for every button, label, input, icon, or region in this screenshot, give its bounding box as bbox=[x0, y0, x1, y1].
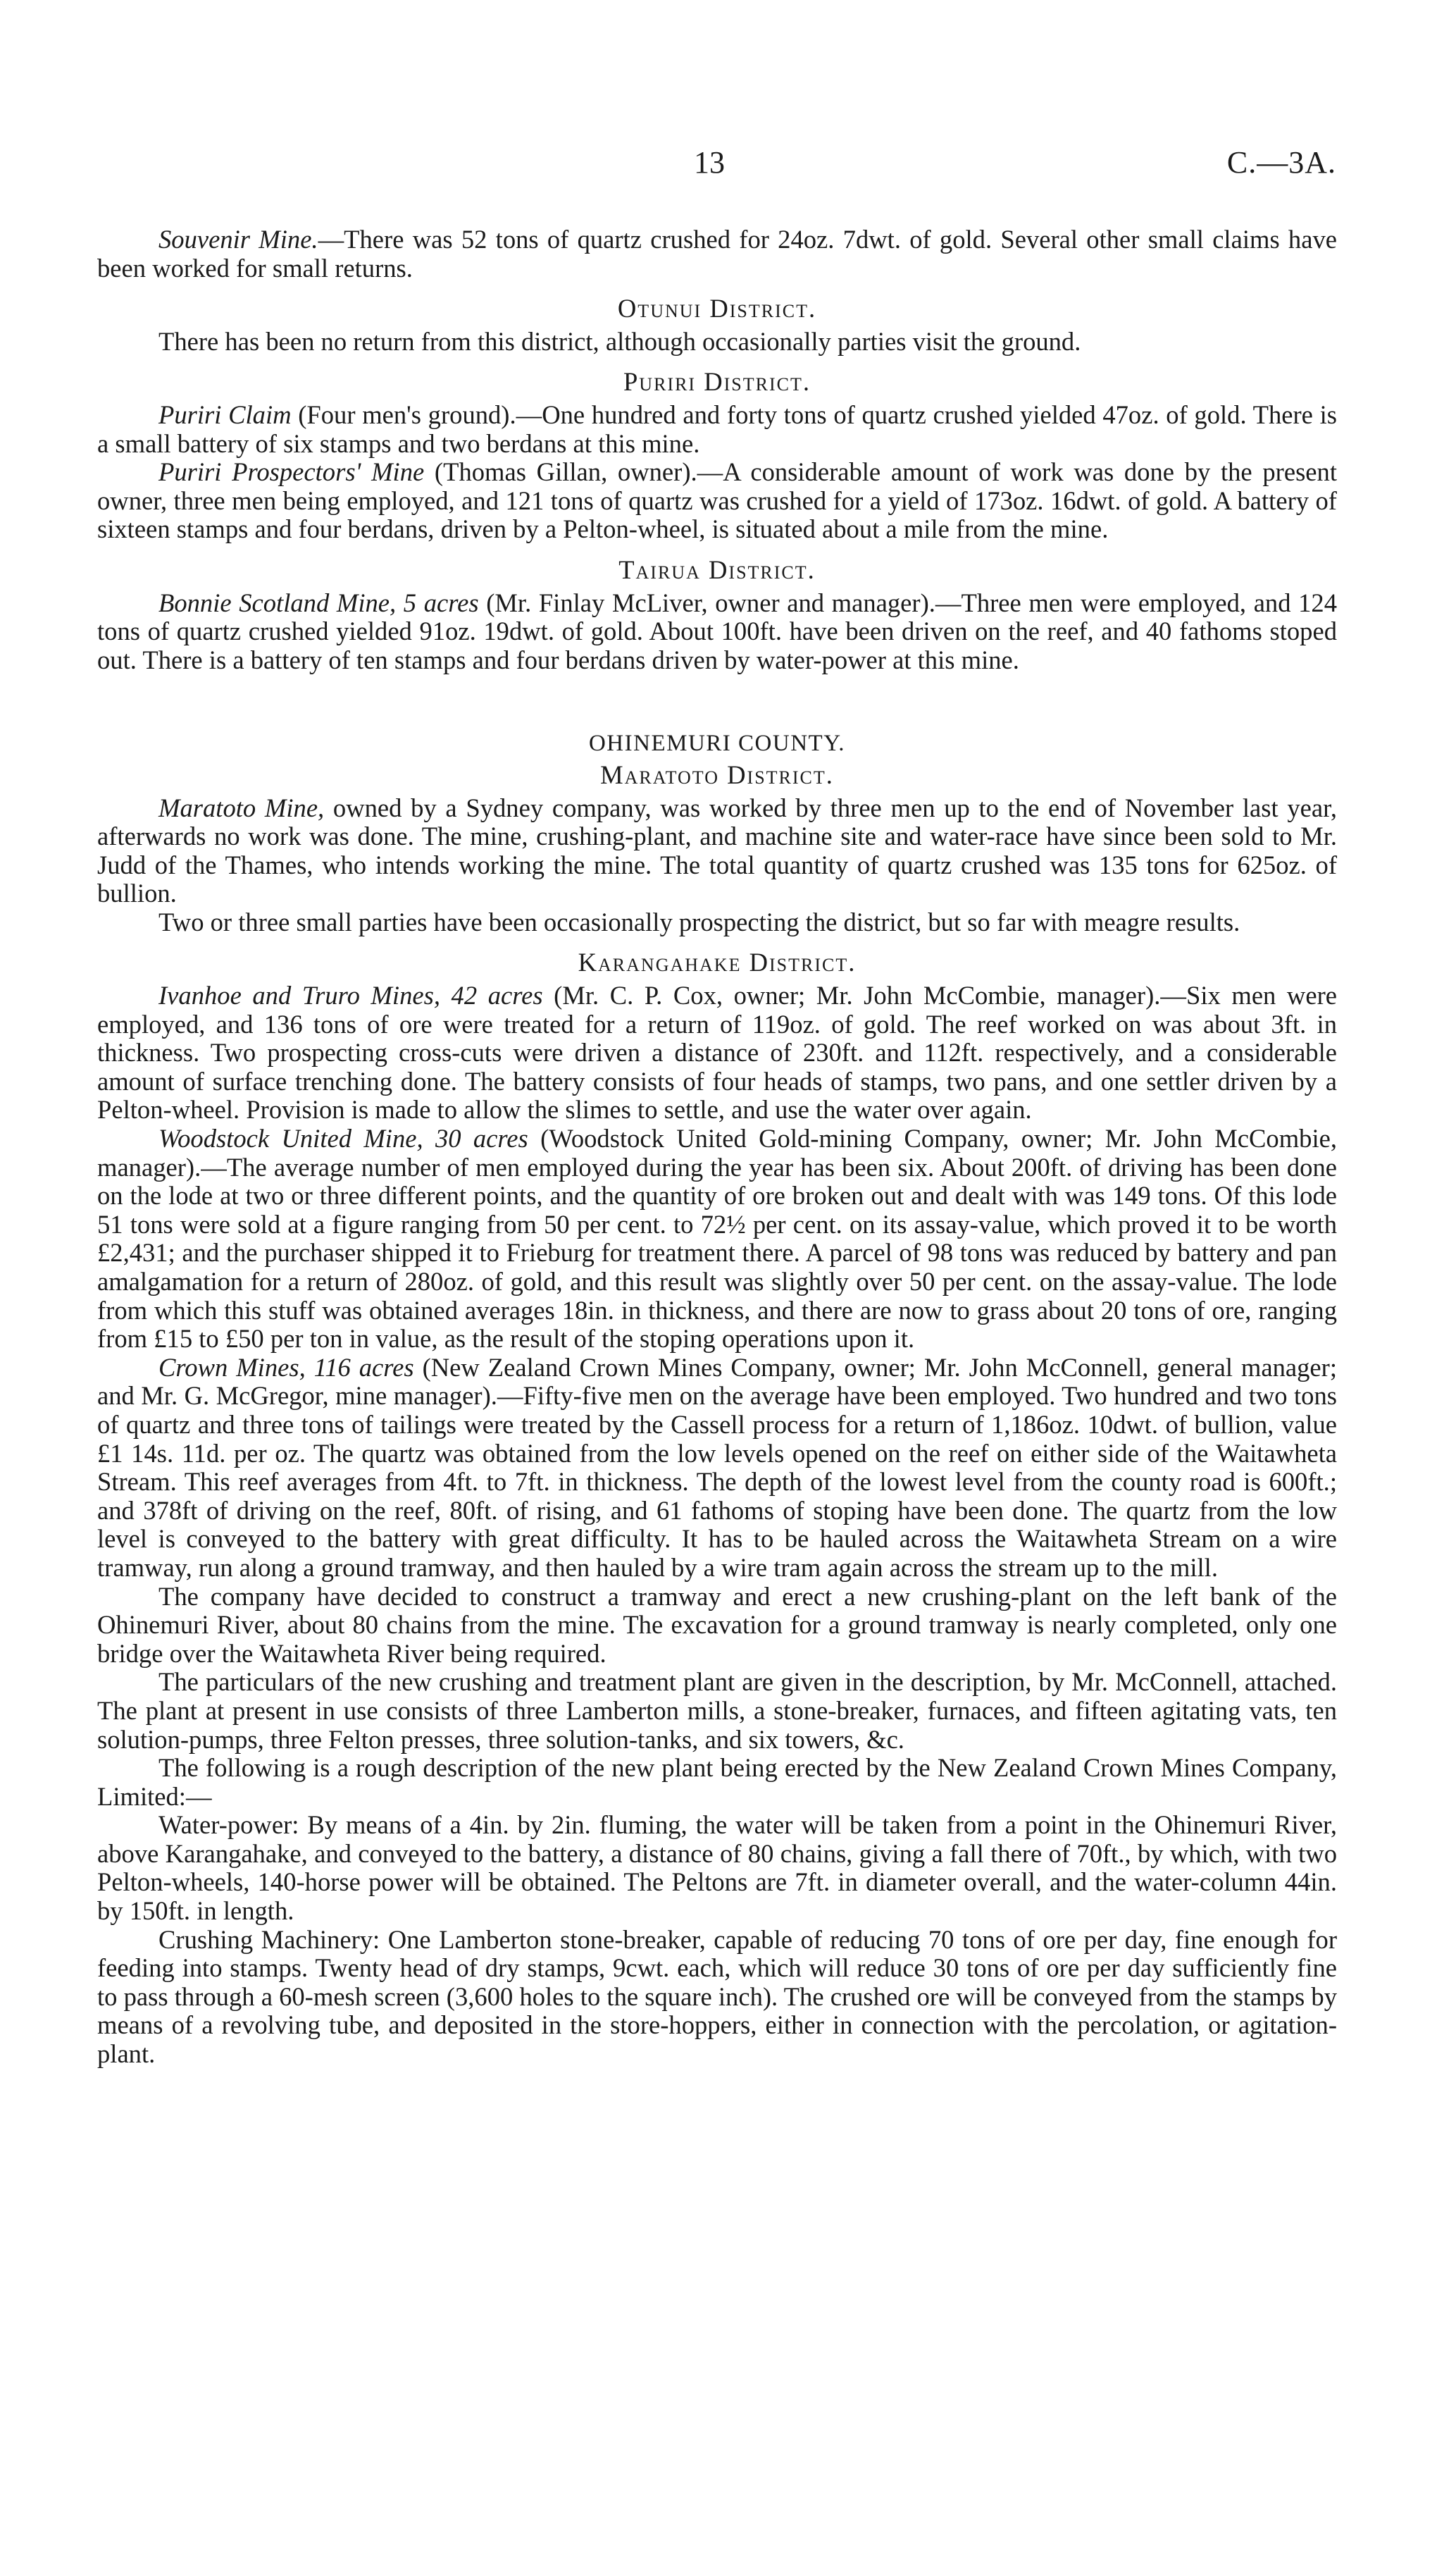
paragraph-text: (New Zealand Crown Mines Company, owner; Mr. John McConnell, general manager; and Mr. G. McGregor, mine manager).—Fifty-five men on the average have been employed. Two hundred and two tons of quartz and three tons of tailings were treated by the Cassell process for a return of 1,186oz. 10dwt. of bullion, value £1 14s. 11d. per oz. The quartz was obtained from the low levels opened on the reef on either side of the Waitawheta Stream. This reef averages from 4ft. to 7ft. in thickness. The depth of the lowest level from the county road is 600ft.; and 378ft of driving on the reef, 80ft. of rising, and 61 fathoms of stoping have been done. The quartz from the low level is conveyed to the battery with great difficulty. It has to be hauled across the Waitawheta Stream on a wire tramway, run along a ground tramway, and then hauled by a wire tram again across the stream up to the mill. bbox=[97, 1352, 1337, 1582]
paragraph-water-power bbox=[97, 1811, 1337, 1925]
district-heading-maratoto: Maratoto District. bbox=[600, 760, 834, 789]
mine-name: Bonnie Scotland Mine, 5 acres bbox=[158, 588, 479, 617]
district-heading-otunui: Otunui District. bbox=[617, 294, 817, 323]
paragraph-text: Two or three small parties have been occasionally prospecting the district, but so far with meagre results. bbox=[158, 907, 1240, 936]
document-reference: C.—3A. bbox=[1226, 145, 1336, 180]
paragraph-maratoto-mine bbox=[97, 794, 1337, 908]
mine-name: Maratoto Mine, bbox=[158, 793, 325, 822]
paragraph-bonnie-scotland bbox=[97, 589, 1337, 675]
paragraph-puriri-prospectors bbox=[97, 458, 1337, 544]
paragraph-puriri-claim bbox=[97, 401, 1337, 458]
district-heading-karangahake: Karangahake District. bbox=[578, 948, 857, 977]
paragraph-crown-mines bbox=[97, 1354, 1337, 1583]
paragraph-crushing-machinery bbox=[97, 1926, 1337, 2069]
paragraph-maratoto-prospecting bbox=[97, 908, 1337, 937]
mine-name: Crown Mines, 116 acres bbox=[158, 1352, 414, 1382]
county-heading-ohinemuri: OHINEMURI COUNTY. bbox=[588, 731, 846, 757]
paragraph-text: owned by a Sydney company, was worked by three men up to the end of November last year, afterwards no work was done. The mine, crushing-plant, and machine site and water-race have since been sold to Mr. Judd of the Thames, who intends working the mine. The total quantity of quartz crushed was 135 tons for 625oz. of bullion. bbox=[97, 793, 1337, 908]
paragraph-text: —There was 52 tons of quartz crushed for 24oz. 7dwt. of gold. Several other small claims have been worked for small returns. bbox=[97, 225, 1337, 283]
paragraph-text: The particulars of the new crushing and treatment plant are given in the description, by Mr. McConnell, attached. The plant at present in use consists of three Lamberton mills, a stone-breaker, furnaces, and fifteen agitating vats, ten solution-pumps, three Felton presses, three solution-tanks, and six towers, &c. bbox=[97, 1667, 1337, 1754]
paragraph-text: The company have decided to construct a tramway and erect a new crushing-plant on the left bank of the Ohinemuri River, about 80 chains from the mine. The excavation for a ground tramway is nearly completed, only one bridge over the Waitawheta River being required. bbox=[97, 1581, 1337, 1668]
mine-name: Souvenir Mine. bbox=[158, 225, 318, 254]
district-heading-puriri: Puriri District. bbox=[623, 367, 811, 397]
page-header bbox=[0, 144, 1456, 194]
page-number: 13 bbox=[694, 145, 725, 180]
paragraph-ivanhoe-truro bbox=[97, 982, 1337, 1125]
mine-name: Puriri Prospectors' Mine bbox=[158, 457, 425, 487]
paragraph-souvenir-mine bbox=[97, 225, 1337, 283]
paragraph-text: There has been no return from this district, although occasionally parties visit the ground. bbox=[158, 326, 1081, 356]
district-heading-tairua: Tairua District. bbox=[618, 555, 816, 584]
paragraph-tramway-plan bbox=[97, 1583, 1337, 1669]
paragraph-woodstock-united bbox=[97, 1125, 1337, 1354]
mine-name: Ivanhoe and Truro Mines, 42 acres bbox=[158, 981, 543, 1010]
paragraph-new-plant-intro bbox=[97, 1754, 1337, 1811]
paragraph-plant-particulars bbox=[97, 1668, 1337, 1754]
paragraph-otunui bbox=[97, 328, 1337, 357]
document-body bbox=[97, 225, 1337, 2069]
mine-name: Puriri Claim bbox=[158, 400, 292, 429]
paragraph-text: (Woodstock United Gold-mining Company, owner; Mr. John McCombie, manager).—The average number of men employed during the year has been six. About 200ft. of driving has been done on the lode at two or three different points, and the quantity of ore broken out and dealt with was 149 tons. Of this lode 51 tons were sold at a figure ranging from 50 per cent. to 72½ per cent. on its assay-value, which proved it to be worth £2,431; and the purchaser shipped it to Frieburg for treatment there. A parcel of 98 tons was reduced by battery and pan amalgamation for a return of 280oz. of gold, and this result was slightly over 50 per cent. on the assay-value. The lode from which this stuff was obtained averages 18in. in thickness, and there are now to grass about 20 tons of ore, ranging from £15 to £50 per ton in value, as the result of the stoping operations upon it. bbox=[97, 1124, 1337, 1354]
paragraph-text: (Four men's ground).—One hundred and forty tons of quartz crushed yielded 47oz. of gold. There is a small battery of six stamps and two berdans at this mine. bbox=[97, 400, 1337, 458]
mine-name: Woodstock United Mine, 30 acres bbox=[158, 1124, 528, 1153]
paragraph-text: The following is a rough description of the new plant being erected by the New Zealand Crown Mines Company, Limited:— bbox=[97, 1753, 1337, 1811]
paragraph-text: Crushing Machinery: One Lamberton stone-breaker, capable of reducing 70 tons of ore per day, fine enough for feeding into stamps. Twenty head of dry stamps, 9cwt. each, which will reduce 30 tons of ore per day sufficiently fine to pass through a 60-mesh screen (3,600 holes to the square inch). The crushed ore will be conveyed from the stamps by means of a revolving tube, and deposited in the store-hoppers, either in connection with the percolation, or agitation-plant. bbox=[97, 1924, 1337, 2069]
paragraph-text: (Mr. C. P. Cox, owner; Mr. John McCombie, manager).—Six men were employed, and 136 tons of ore were treated for a return of 119oz. of gold. The reef worked on was about 3ft. in thickness. Two prospecting cross-cuts were driven a distance of 230ft. and 112ft. respectively, and a considerable amount of surface trenching done. The battery consists of four heads of stamps, two pans, and one settler driven by a Pelton-wheel. Provision is made to allow the slimes to settle, and use the water over again. bbox=[97, 981, 1337, 1125]
paragraph-text: (Mr. Finlay McLiver, owner and manager).—Three men were employed, and 124 tons of quartz crushed yielded 91oz. 19dwt. of gold. About 100ft. have been driven on the reef, and 40 fathoms stoped out. There is a battery of ten stamps and four berdans driven by water-power at this mine. bbox=[97, 588, 1338, 674]
paragraph-text: (Thomas Gillan, owner).—A considerable amount of work was done by the present owner, three men being employed, and 121 tons of quartz was crushed for a yield of 173oz. 16dwt. of gold. A battery of sixteen stamps and four berdans, driven by a Pelton-wheel, is situated about a mile from the mine. bbox=[97, 457, 1337, 544]
paragraph-text: Water-power: By means of a 4in. by 2in. fluming, the water will be taken from a point in the Ohinemuri River, above Karangahake, and conveyed to the battery, a distance of 80 chains, giving a fall there of 70ft., by which, with two Pelton-wheels, 140-horse power will be obtained. The Peltons are 7ft. in diameter overall, and the water-column 44in. by 150ft. in length. bbox=[97, 1810, 1337, 1926]
